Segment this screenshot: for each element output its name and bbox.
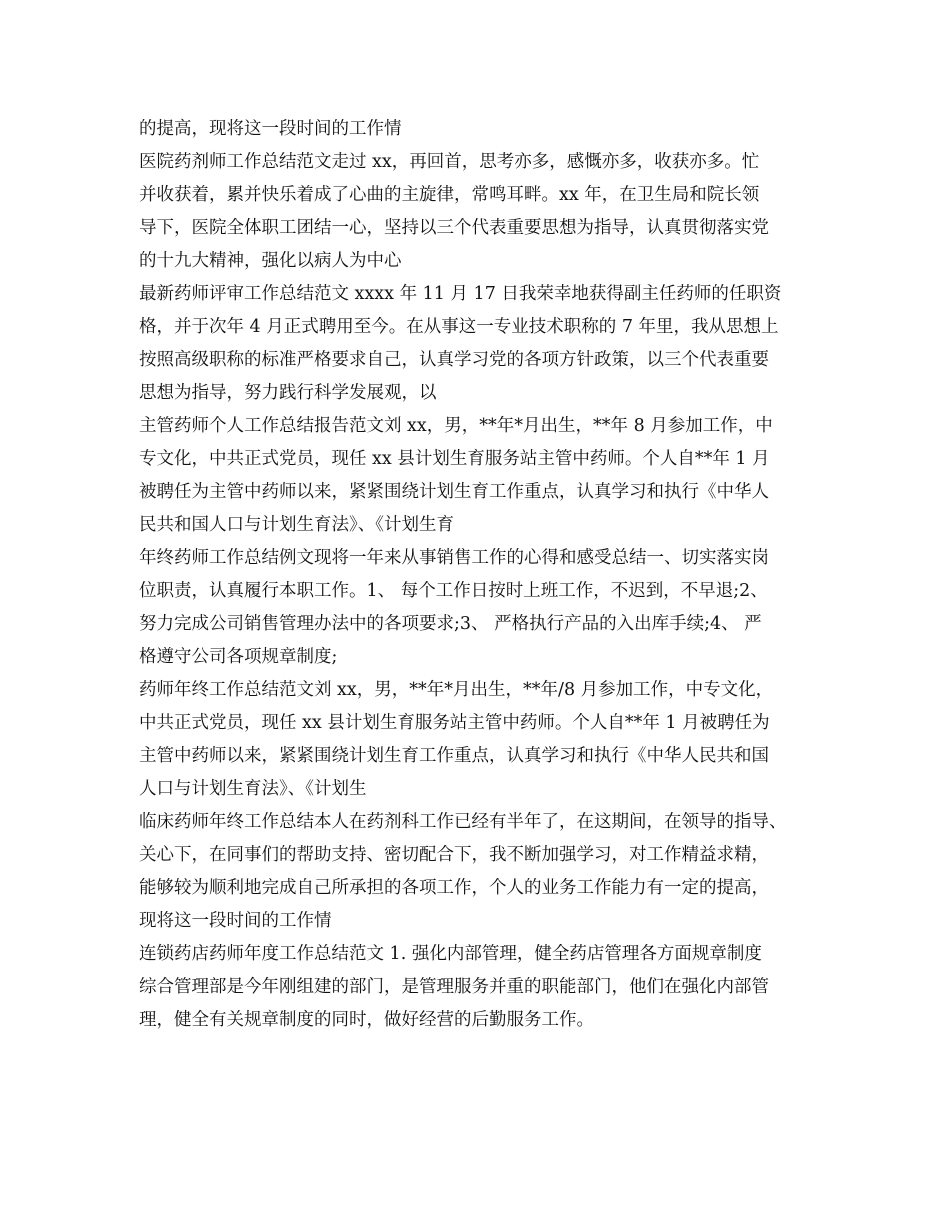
- paragraph: 临床药师年终工作总结本人在药剂科工作已经有半年了，在这期间，在领导的指导、 关心下，在同事们的帮助支持、密切配合下，我不断加强学习，对工作精益求精， 能够较为顺利地完成自己所承担的各项工作，个人的业务工作能力有一定的提高， 现将这一段时间的工作情: [139, 812, 787, 931]
- paragraph: 年终药师工作总结例文现将一年来从事销售工作的心得和感受总结一、切实落实岗 位职责，认真履行本职工作。1、 每个工作日按时上班工作，不迟到，不早退;2、 努力完成公司销售管理办法中的各项要求;3、 严格执行产品的入出库手续;4、 严 格遵守公司各项规章制度;: [139, 548, 769, 667]
- paragraph: 药师年终工作总结范文刘 xx，男，**年*月出生，**年/8 月参加工作，中专文化， 中共正式党员，现任 xx 县计划生育服务站主管中药师。个人自**年 1 月被聘任为 主管中药师以来，紧紧围绕计划生育工作重点，认真学习和执行《中华人民共和国 人口与计划生育法》、《计划生: [139, 680, 774, 799]
- paragraph: 医院药剂师工作总结范文走过 xx，再回首，思考亦多，感慨亦多，收获亦多。忙 并收获着，累并快乐着成了心曲的主旋律，常鸣耳畔。xx 年，在卫生局和院长领 导下，医院全体职工团结一心，坚持以三个代表重要思想为指导，认真贯彻落实党 的十九大精神，强化以病人为中心: [139, 152, 769, 271]
- document-body: [139, 113, 829, 1037]
- paragraph: 的提高，现将这一段时间的工作情: [139, 119, 402, 139]
- paragraph: 连锁药店药师年度工作总结范文 1. 强化内部管理，健全药店管理各方面规章制度 综合管理部是今年刚组建的部门，是管理服务并重的职能部门，他们在强化内部管 理，健全有关规章制度的同时，做好经营的后勤服务工作。: [139, 944, 769, 1030]
- paragraph: 最新药师评审工作总结范文 xxxx 年 11 月 17 日我荣幸地获得副主任药师的任职资 格，并于次年 4 月正式聘用至今。在从事这一专业技术职称的 7 年里，我从思想上 按照高级职称的标准严格要求自己，认真学习党的各项方针政策，以三个代表重要 思想为指导，努力践行科学发展观，以: [139, 284, 782, 403]
- paragraph: 主管药师个人工作总结报告范文刘 xx，男，**年*月出生，**年 8 月参加工作，中 专文化，中共正式党员，现任 xx 县计划生育服务站主管中药师。个人自**年 1 月 被聘任为主管中药师以来，紧紧围绕计划生育工作重点，认真学习和执行《中华人 民共和国人口与计划生育法》、《计划生育: [139, 416, 773, 535]
